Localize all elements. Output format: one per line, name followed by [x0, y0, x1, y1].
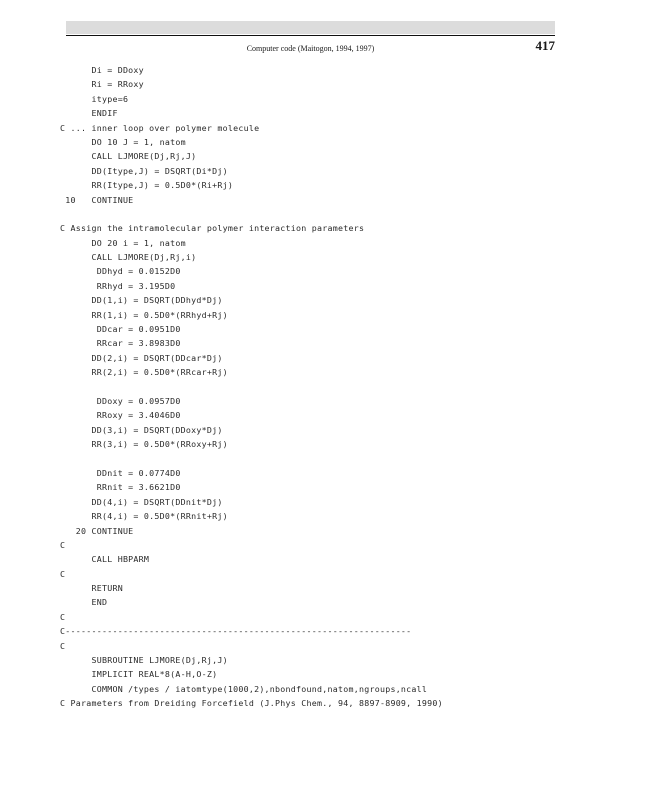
code-line: DDoxy = 0.0957D0: [60, 395, 181, 406]
code-line: DDnit = 0.0774D0: [60, 467, 181, 478]
code-line: Ri = RRoxy: [60, 79, 144, 90]
code-line: C Assign the intramolecular polymer interaction parameters: [60, 223, 365, 234]
code-line: 20 CONTINUE: [60, 525, 134, 536]
code-line: RETURN: [60, 583, 123, 594]
code-line: DD(2,i) = DSQRT(DDcar*Dj): [60, 352, 223, 363]
code-line: C Parameters from Dreiding Forcefield (J.Phys Chem., 94, 8897-8909, 1990): [60, 698, 443, 709]
code-line: C ... inner loop over polymer molecule: [60, 122, 260, 133]
code-line: C: [60, 568, 66, 579]
code-line: DDhyd = 0.0152D0: [60, 266, 181, 277]
code-line: 10 CONTINUE: [60, 194, 134, 205]
code-line: DD(1,i) = DSQRT(DDhyd*Dj): [60, 295, 223, 306]
code-line: C: [60, 640, 66, 651]
page-number: 417: [535, 38, 555, 53]
code-line: itype=6: [60, 93, 129, 104]
code-line: Di = DDoxy: [60, 65, 144, 75]
code-line: C------------------------------------------------------------------: [60, 626, 412, 637]
code-line: ENDIF: [60, 108, 118, 119]
code-line: END: [60, 597, 108, 608]
code-line: [60, 207, 443, 221]
code-line: RRnit = 3.6621D0: [60, 482, 181, 493]
code-line: DD(Itype,J) = DSQRT(Di*Dj): [60, 165, 228, 176]
page-top-band: [66, 21, 555, 34]
code-line: RR(3,i) = 0.5D0*(RRoxy+Rj): [60, 439, 228, 450]
code-line: CALL LJMORE(Dj,Rj,i): [60, 252, 197, 263]
code-line: RR(4,i) = 0.5D0*(RRnit+Rj): [60, 511, 228, 522]
code-line: DD(4,i) = DSQRT(DDnit*Dj): [60, 496, 223, 507]
code-line: IMPLICIT REAL*8(A-H,O-Z): [60, 669, 218, 680]
code-line: C: [60, 539, 66, 550]
code-line: RR(2,i) = 0.5D0*(RRcar+Rj): [60, 367, 228, 378]
code-line: RR(Itype,J) = 0.5D0*(Ri+Rj): [60, 180, 234, 191]
code-line: RR(1,i) = 0.5D0*(RRhyd+Rj): [60, 309, 228, 320]
code-line: DO 20 i = 1, natom: [60, 237, 186, 248]
header-rule: [66, 35, 555, 36]
code-line: [60, 380, 443, 394]
code-line: COMMON /types / iatomtype(1000,2),nbondfound,natom,ngroups,ncall: [60, 683, 428, 694]
code-line: C: [60, 611, 66, 622]
running-head: Computer code (Maitogon, 1994, 1997): [246, 44, 375, 53]
code-line: RRoxy = 3.4046D0: [60, 410, 181, 421]
code-line: CALL HBPARM: [60, 554, 150, 565]
code-line: DDcar = 0.0951D0: [60, 324, 181, 335]
code-line: DO 10 J = 1, natom: [60, 136, 186, 147]
code-line: [60, 452, 443, 466]
code-line: RRhyd = 3.195D0: [60, 280, 176, 291]
code-line: DD(3,i) = DSQRT(DDoxy*Dj): [60, 424, 223, 435]
code-line: SUBROUTINE LJMORE(Dj,Rj,J): [60, 655, 228, 666]
code-line: CALL LJMORE(Dj,Rj,J): [60, 151, 197, 162]
code-line: RRcar = 3.8983D0: [60, 338, 181, 349]
code-listing: [60, 63, 443, 711]
